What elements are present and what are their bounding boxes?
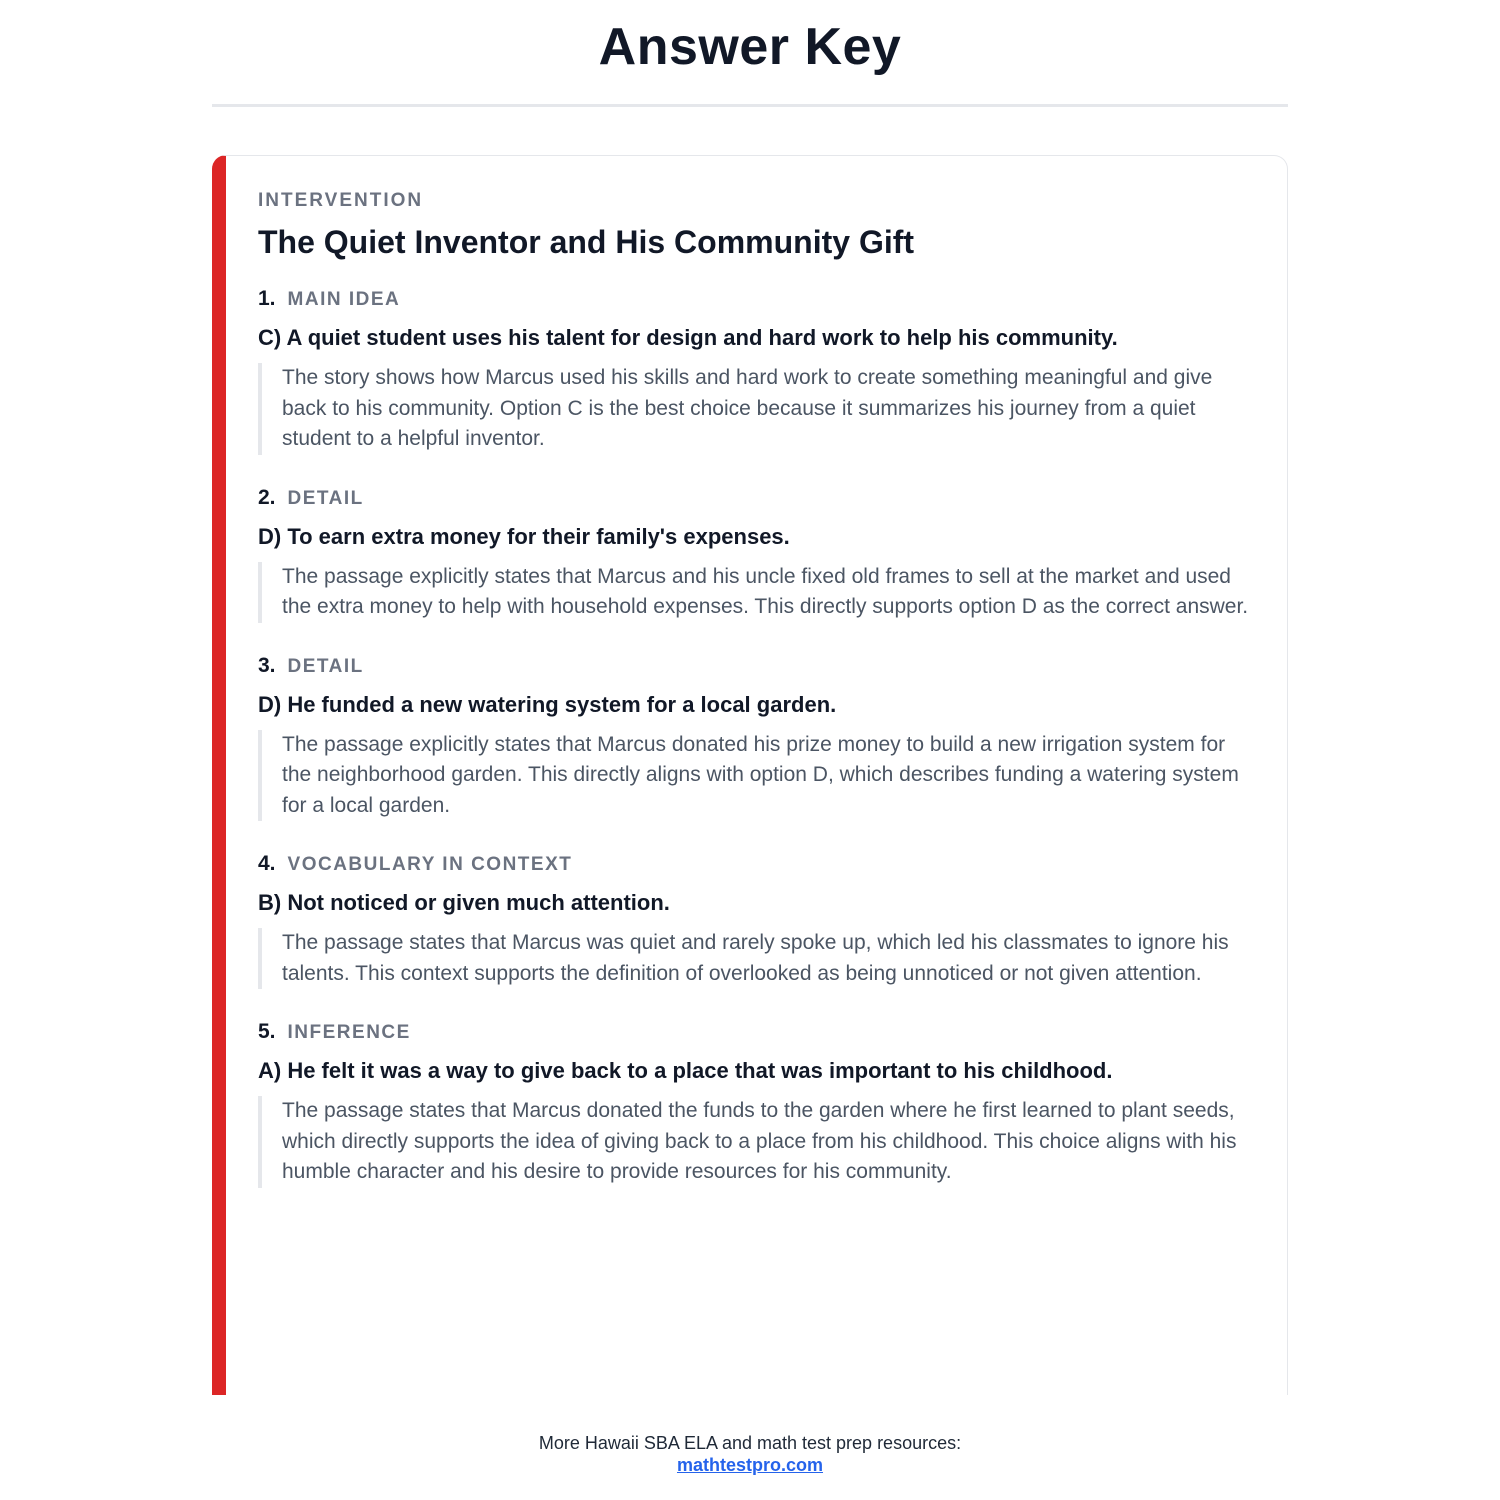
correct-answer: B) Not noticed or given much attention. — [258, 890, 670, 915]
question-type: VOCABULARY IN CONTEXT — [287, 854, 573, 875]
correct-answer: C) A quiet student uses his talent for design and hard work to help his community. — [258, 325, 1118, 350]
page-title: Answer Key — [598, 18, 902, 76]
question-number: 4. — [258, 852, 276, 875]
question-type: DETAIL — [287, 655, 364, 677]
correct-answer: D) To earn extra money for their family's expenses. — [258, 523, 790, 549]
question-type: DETAIL — [287, 487, 364, 509]
question-type: INFERENCE — [287, 1022, 411, 1043]
answer-card — [212, 155, 1288, 1395]
footer — [0, 1432, 1500, 1476]
question-item — [258, 651, 1255, 822]
category-label: INTERVENTION — [258, 190, 424, 211]
question-item — [258, 1017, 1255, 1188]
title-divider — [212, 104, 1288, 107]
question-number: 1. — [258, 287, 276, 310]
question-item — [258, 849, 1255, 989]
question-item — [258, 284, 1255, 455]
question-number: 3. — [258, 653, 276, 677]
answer-explanation: The passage states that Marcus was quiet and rarely spoke up, which led his classmates to ignore his talents. This context supports the definition of overlooked as being unnoticed or not given attention. — [258, 928, 1255, 989]
question-header — [258, 483, 1255, 514]
answer-explanation: The passage explicitly states that Marcus and his uncle fixed old frames to sell at the market and used the extra money to help with household expenses. This directly supports option D as the correct answer. — [258, 562, 1255, 623]
answer-explanation: The passage states that Marcus donated the funds to the garden where he first learned to plant seeds, which directly supports the idea of giving back to a place from his childhood. This choice aligns with his humble character and his desire to provide resources for his community. — [258, 1096, 1255, 1188]
story-title: The Quiet Inventor and His Community Gift — [258, 224, 915, 260]
question-header — [258, 284, 1255, 315]
question-type: MAIN IDEA — [287, 289, 401, 310]
question-number: 5. — [258, 1020, 276, 1043]
footer-link[interactable]: mathtestpro.com — [676, 1455, 824, 1475]
question-header — [258, 1017, 1255, 1048]
answer-explanation: The passage explicitly states that Marcus donated his prize money to build a new irrigation system for the neighborhood garden. This directly aligns with option D, which describes funding a watering system for a local garden. — [258, 730, 1255, 822]
footer-text: More Hawaii SBA ELA and math test prep resources: — [538, 1433, 962, 1453]
question-item — [258, 483, 1255, 623]
answer-explanation: The story shows how Marcus used his skills and hard work to create something meaningful and give back to his community. Option C is the best choice because it summarizes his journey from a quiet student to a helpful inventor. — [258, 363, 1255, 455]
question-header — [258, 651, 1255, 682]
question-header — [258, 849, 1255, 880]
question-number: 2. — [258, 485, 276, 509]
correct-answer: D) He funded a new watering system for a local garden. — [258, 691, 837, 717]
correct-answer: A) He felt it was a way to give back to a place that was important to his childhood. — [258, 1058, 1113, 1083]
